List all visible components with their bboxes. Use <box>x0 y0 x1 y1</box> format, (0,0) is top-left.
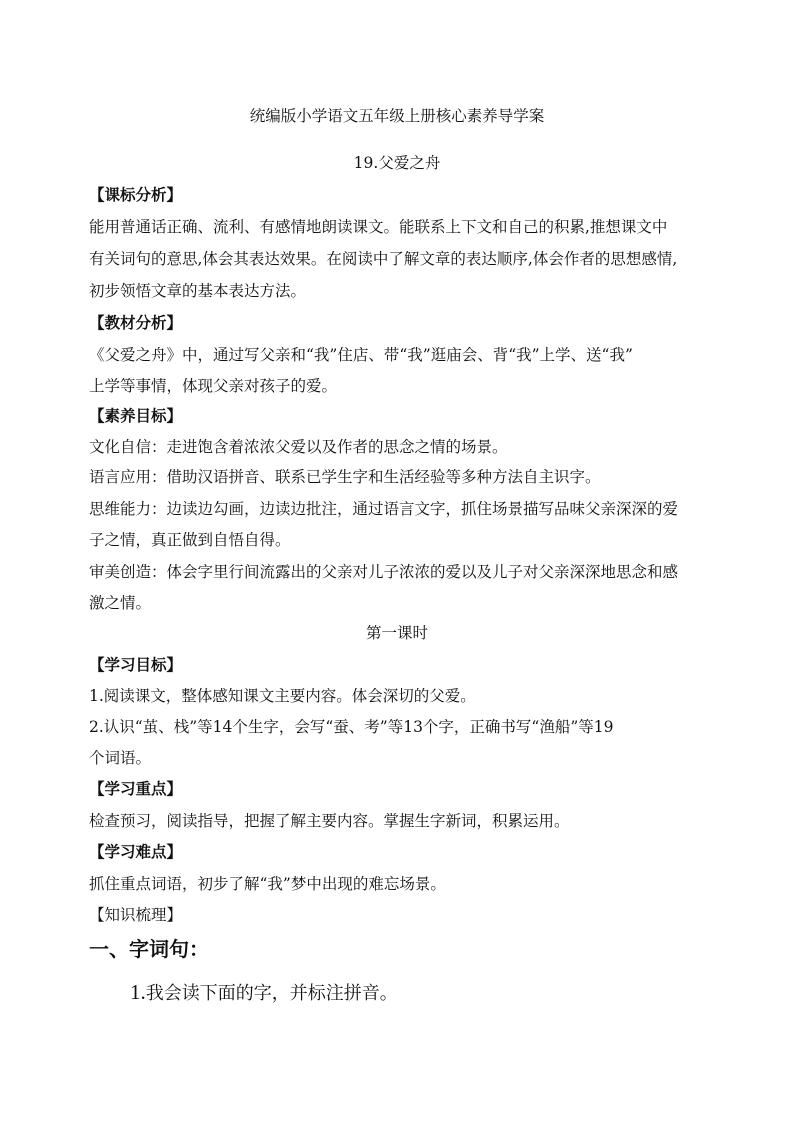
paragraph-line: 抓住重点词语，初步了解“我”梦中出现的难忘场景。 <box>89 875 446 893</box>
paragraph-line: 2.认识“茧、栈”等14个生字，会写“蚕、考”等13个字，正确书写“渔船”等19 <box>89 718 614 736</box>
section-heading-suyang: 【素养目标】 <box>89 406 183 425</box>
section-heading-zhishi: 【知识梳理】 <box>89 906 183 924</box>
section-heading-mubiao: 【学习目标】 <box>89 655 183 674</box>
paragraph-line: 检查预习，阅读指导，把握了解主要内容。掌握生字新词，积累运用。 <box>89 812 570 830</box>
paragraph-line: 激之情。 <box>89 594 152 612</box>
section-heading-jiaocai: 【教材分析】 <box>89 313 183 332</box>
period-title: 第一课时 <box>365 624 428 642</box>
paragraph-line: 子之情，真正做到自悟自得。 <box>89 531 291 549</box>
paragraph-line: 能用普通话正确、流利、有感情地朗读课文。能联系上下文和自己的积累,推想课文中 <box>89 218 668 236</box>
paragraph-line: 《父爱之舟》中，通过写父亲和“我”住店、带“我”逛庙会、背“我”上学、送“我” <box>89 346 633 364</box>
paragraph-line: 上学等事情，体现父亲对孩子的爱。 <box>89 377 338 395</box>
paragraph-line: 初步领悟文章的基本表达方法。 <box>89 282 307 300</box>
section-heading-kebiao: 【课标分析】 <box>89 185 183 204</box>
section-heading-nandian: 【学习难点】 <box>89 842 183 861</box>
exercise-item-1 <box>130 980 750 1006</box>
paragraph-line: 1.阅读课文，整体感知课文主要内容。体会深切的父爱。 <box>89 687 476 705</box>
paragraph-line: 文化自信：走进饱含着浓浓父爱以及作者的思念之情的场景。 <box>89 438 508 456</box>
section-heading-zhongdian: 【学习重点】 <box>89 779 183 798</box>
document-title: 统编版小学语文五年级上册核心素养导学案 <box>249 107 545 125</box>
lesson-title: 19.父爱之舟 <box>353 154 441 172</box>
paragraph-line: 语言应用：借助汉语拼音、联系已学生字和生活经验等多种方法自主识字。 <box>89 468 601 486</box>
part-heading-zicijv: 一、字词句： <box>89 937 209 961</box>
exercise-number: 1. <box>130 980 146 1004</box>
paragraph-line: 思维能力：边读边勾画，边读边批注，通过语言文字，抓住场景描写品味父亲深深的爱 <box>89 500 679 518</box>
paragraph-line: 有关词句的意思,体会其表达效果。在阅读中了解文章的表达顺序,体会作者的思想感情, <box>89 250 678 268</box>
paragraph-line: 个词语。 <box>89 749 152 767</box>
paragraph-line: 审美创造：体会字里行间流露出的父亲对儿子浓浓的爱以及儿子对父亲深深地思念和感 <box>89 563 679 581</box>
exercise-text: 我会读下面的字，并标注拼音。 <box>145 983 398 1004</box>
